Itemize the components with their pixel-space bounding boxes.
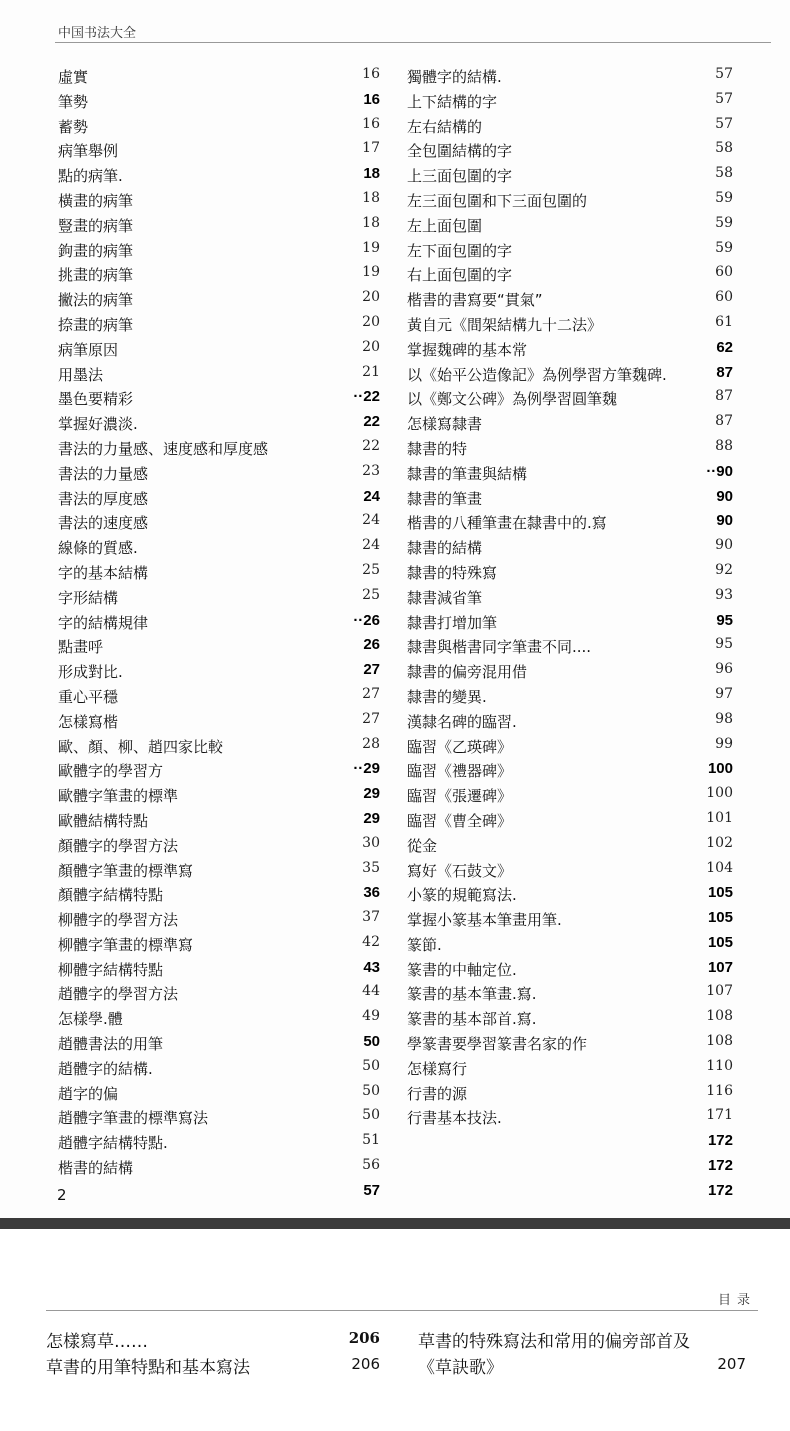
toc-entry xyxy=(407,237,733,262)
toc-entry xyxy=(58,881,380,906)
toc-entry xyxy=(407,1129,733,1154)
toc-entry-title: 用墨法 xyxy=(58,365,104,384)
toc-entry-page: 97 xyxy=(715,685,733,702)
toc-entry-title: 顏體字筆畫的標準寫 xyxy=(58,861,194,880)
toc-entry xyxy=(407,832,733,857)
toc-entry-page: 16 xyxy=(362,115,380,132)
toc-entry xyxy=(58,63,380,88)
toc-right-column xyxy=(418,1325,746,1377)
toc-entry-title: 楷書的書寫要“貫氣” xyxy=(407,291,543,310)
toc-left-column xyxy=(58,63,380,1204)
toc-entry-page: 50 xyxy=(362,1082,380,1099)
toc-entry xyxy=(46,1351,380,1377)
toc-entry-page: 172 xyxy=(707,1132,733,1150)
toc-entry-title: 書法的力量感 xyxy=(58,464,149,483)
page-divider xyxy=(0,1218,790,1229)
toc-entry-title: 黃自元《間架結構九十二法》 xyxy=(407,315,603,334)
toc-entry-page: 108 xyxy=(706,1033,733,1050)
toc-entry xyxy=(418,1325,746,1351)
toc-entry-title: 趙體字的結構. xyxy=(58,1059,153,1078)
toc-entry-page: 36 xyxy=(363,884,380,902)
toc-entry-title: 隸書打增加筆 xyxy=(407,613,498,632)
toc-entry-title: 楷書的八種筆畫在隸書中的.寫 xyxy=(407,514,607,533)
toc-entry xyxy=(58,658,380,683)
toc-entry xyxy=(58,1055,380,1080)
toc-entry xyxy=(58,633,380,658)
toc-entry xyxy=(58,485,380,510)
toc-entry-title: 隸書的特 xyxy=(407,439,468,458)
toc-entry-page: 105 xyxy=(707,909,733,927)
toc-entry-title: 柳體字結構特點 xyxy=(58,960,164,979)
toc-entry-title: 柳體字筆畫的標準寫 xyxy=(58,935,194,954)
toc-entry-page: 29 xyxy=(363,785,380,803)
toc-entry xyxy=(58,1179,380,1204)
toc-entry-title: 墨色要精彩 xyxy=(58,390,134,409)
toc-right-column xyxy=(407,63,733,1204)
toc-entry xyxy=(58,832,380,857)
toc-entry-page: 28 xyxy=(362,735,380,752)
toc-entry-page: 37 xyxy=(362,909,380,926)
toc-entry-page: ··29 xyxy=(353,760,380,778)
toc-entry xyxy=(58,460,380,485)
toc-entry xyxy=(407,683,733,708)
toc-entry xyxy=(58,261,380,286)
toc-entry-title: 虛實 xyxy=(58,68,89,86)
toc-entry xyxy=(407,361,733,386)
toc-entry xyxy=(407,757,733,782)
page-number: 2 xyxy=(57,1186,67,1204)
toc-entry xyxy=(407,113,733,138)
toc-entry xyxy=(407,584,733,609)
toc-entry-page: 22 xyxy=(362,437,380,454)
toc-entry-title: 蓄勢 xyxy=(58,117,89,136)
toc-entry-page: 18 xyxy=(362,189,380,206)
toc-entry-page: 102 xyxy=(706,834,733,851)
toc-entry-title: 上下結構的字 xyxy=(407,92,498,111)
toc-entry-page: ··22 xyxy=(353,388,380,406)
toc-entry-page: 105 xyxy=(707,933,733,951)
toc-entry-page: 27 xyxy=(362,685,380,702)
toc-entry-page: 24 xyxy=(362,537,380,554)
toc-entry xyxy=(407,385,733,410)
toc-entry xyxy=(407,807,733,832)
toc-entry xyxy=(58,733,380,758)
toc-entry-title: 以《鄭文公碑》為例學習圓筆魏 xyxy=(407,390,618,409)
toc-entry-title: 全包圍結構的字 xyxy=(407,142,513,161)
toc-entry xyxy=(407,881,733,906)
toc-entry xyxy=(407,733,733,758)
toc-entry-page: 56 xyxy=(362,1157,380,1174)
toc-entry-title: 歐體字筆畫的標準 xyxy=(58,787,179,806)
header-rule xyxy=(46,1310,758,1311)
toc-entry-title: 點畫呼 xyxy=(58,638,104,657)
toc-entry xyxy=(407,609,733,634)
toc-entry xyxy=(58,137,380,162)
toc-entry xyxy=(58,609,380,634)
toc-entry xyxy=(407,137,733,162)
toc-entry-title: 怎樣學.體 xyxy=(58,1010,123,1029)
toc-entry xyxy=(407,162,733,187)
toc-entry xyxy=(58,559,380,584)
toc-entry xyxy=(58,683,380,708)
toc-entry xyxy=(407,311,733,336)
toc-entry xyxy=(58,361,380,386)
toc-entry-title: 篆書的基本筆畫.寫. xyxy=(407,985,537,1004)
toc-entry-page: 57 xyxy=(715,66,733,82)
toc-entry xyxy=(407,1055,733,1080)
toc-entry-title: 左上面包圍 xyxy=(407,216,483,235)
toc-entry-title: 左三面包圍和下三面包圍的 xyxy=(407,191,588,210)
toc-entry-page: 24 xyxy=(362,512,380,529)
toc-entry xyxy=(407,1154,733,1179)
toc-entry xyxy=(407,88,733,113)
toc-entry xyxy=(58,1030,380,1055)
toc-entry xyxy=(407,460,733,485)
toc-entry xyxy=(58,162,380,187)
toc-entry xyxy=(58,980,380,1005)
toc-entry-page: 19 xyxy=(362,264,380,281)
toc-entry xyxy=(58,336,380,361)
toc-entry-title: 顏體字結構特點 xyxy=(58,886,164,905)
toc-entry xyxy=(407,410,733,435)
toc-entry-page: 96 xyxy=(715,661,733,678)
toc-entry xyxy=(407,261,733,286)
toc-entry-page: 59 xyxy=(715,214,733,231)
toc-entry-title: 書法的力量感、速度感和厚度感 xyxy=(58,439,269,458)
toc-entry xyxy=(58,385,380,410)
toc-entry-title: 怎樣寫隸書 xyxy=(407,415,483,434)
toc-entry-title: 左右結構的 xyxy=(407,117,483,136)
toc-entry-title: 橫畫的病筆 xyxy=(58,191,134,210)
toc-entry-title: 漢隸名碑的臨習. xyxy=(407,712,517,731)
toc-entry-title: 寫好《石鼓文》 xyxy=(407,861,513,880)
running-head: 中国书法大全 xyxy=(58,26,137,41)
toc-entry-title: 趙字的偏 xyxy=(58,1084,119,1103)
toc-entry-page: 206 xyxy=(348,1329,380,1347)
toc-entry-title: 豎畫的病筆 xyxy=(58,216,134,235)
toc-entry xyxy=(407,1030,733,1055)
toc-entry-title: 挑畫的病筆 xyxy=(58,266,134,285)
toc-entry xyxy=(407,931,733,956)
toc-entry-page: 207 xyxy=(717,1355,746,1373)
toc-entry-page: 20 xyxy=(362,338,380,355)
toc-entry-title: 學篆書要學習篆書名家的作 xyxy=(407,1035,588,1054)
toc-entry-title: 隸書的筆畫 xyxy=(407,489,483,508)
toc-entry-title: 篆節. xyxy=(407,935,442,954)
toc-entry xyxy=(418,1351,746,1377)
toc-entry xyxy=(58,956,380,981)
toc-entry-page: ··26 xyxy=(353,611,380,629)
toc-entry-title: 楷書的結構 xyxy=(58,1159,134,1178)
toc-entry xyxy=(407,857,733,882)
toc-entry-page: 57 xyxy=(715,115,733,132)
toc-entry-page: 61 xyxy=(715,313,733,330)
toc-entry-page: 25 xyxy=(362,561,380,578)
toc-entry xyxy=(58,509,380,534)
toc-entry-page: 59 xyxy=(715,189,733,206)
toc-entry-title: 隸書與楷書同字筆畫不同.... xyxy=(407,638,592,657)
toc-entry-page: 17 xyxy=(362,140,380,157)
toc-entry-page: 26 xyxy=(363,636,380,654)
toc-entry-page: 88 xyxy=(715,437,733,454)
toc-entry-title: 筆勢 xyxy=(58,92,89,111)
toc-entry-title: 病筆舉例 xyxy=(58,142,119,161)
toc-entry xyxy=(58,534,380,559)
toc-entry-page: 60 xyxy=(715,289,733,306)
toc-entry-page: 58 xyxy=(715,140,733,157)
toc-entry-title: 《草訣歌》 xyxy=(418,1358,503,1378)
toc-entry-page: 18 xyxy=(362,214,380,231)
toc-entry-page: 172 xyxy=(707,1157,733,1175)
toc-entry-title: 書法的速度感 xyxy=(58,514,149,533)
toc-entry-title: 病筆原因 xyxy=(58,340,119,359)
toc-entry xyxy=(407,212,733,237)
toc-entry-title: 趙體字的學習方法 xyxy=(58,985,179,1004)
lower-book-page xyxy=(0,1229,790,1431)
toc-entry-page: 100 xyxy=(706,785,733,802)
toc-entry-title: 臨習《張遷碑》 xyxy=(407,787,513,806)
toc-entry-page: 93 xyxy=(715,586,733,603)
toc-entry-title: 趙體字結構特點. xyxy=(58,1134,168,1153)
toc-entry xyxy=(407,906,733,931)
toc-entry-page: 171 xyxy=(706,1107,733,1124)
toc-entry xyxy=(407,782,733,807)
toc-entry-page: 105 xyxy=(707,884,733,902)
toc-entry-title: 左下面包圍的字 xyxy=(407,241,513,260)
toc-entry-page: 50 xyxy=(362,1057,380,1074)
toc-entry-page: 27 xyxy=(362,710,380,727)
toc-entry xyxy=(407,956,733,981)
toc-entry-title: 掌握魏碑的基本常 xyxy=(407,340,528,359)
toc-entry-title: 從金 xyxy=(407,836,438,855)
toc-entry-page: 25 xyxy=(362,586,380,603)
toc-entry xyxy=(407,187,733,212)
toc-entry-page: 60 xyxy=(715,264,733,281)
toc-entry-page: 108 xyxy=(706,1008,733,1025)
toc-entry xyxy=(58,237,380,262)
toc-entry-title: 歐體結構特點 xyxy=(58,811,149,830)
toc-entry-title: 隸書的偏旁混用借 xyxy=(407,663,528,682)
toc-entry-title: 隸書的結構 xyxy=(407,539,483,558)
toc-entry-page: 90 xyxy=(716,512,733,530)
toc-entry xyxy=(58,584,380,609)
toc-entry xyxy=(46,1325,380,1351)
toc-entry-page: 100 xyxy=(707,760,733,778)
toc-entry-title: 篆書的中軸定位. xyxy=(407,960,517,979)
toc-entry-title: 獨體字的結構. xyxy=(407,68,502,86)
toc-entry-title: 撇法的病筆 xyxy=(58,291,134,310)
toc-entry-page: 62 xyxy=(716,338,733,356)
toc-entry-title: 隸書的特殊寫 xyxy=(407,563,498,582)
toc-entry-page: 101 xyxy=(706,809,733,826)
toc-entry-page: 104 xyxy=(706,859,733,876)
toc-entry xyxy=(58,410,380,435)
toc-entry-page: 107 xyxy=(707,958,733,976)
toc-entry-page: 43 xyxy=(363,958,380,976)
toc-entry xyxy=(407,534,733,559)
toc-entry-title: 隸書的筆畫與結構 xyxy=(407,464,528,483)
toc-entry-page: 49 xyxy=(362,1008,380,1025)
toc-entry-title: 行書基本技法. xyxy=(407,1109,502,1128)
toc-entry-title: 捺畫的病筆 xyxy=(58,315,134,334)
toc-entry-title: 形成對比. xyxy=(58,663,123,682)
toc-entry-page: 172 xyxy=(707,1181,733,1199)
header-rule xyxy=(55,42,771,43)
toc-entry-title: 右上面包圍的字 xyxy=(407,266,513,285)
toc-entry xyxy=(407,1080,733,1105)
toc-entry xyxy=(58,708,380,733)
toc-entry xyxy=(407,1104,733,1129)
toc-entry xyxy=(407,1179,733,1204)
toc-entry-title: 以《始平公造像記》為例學習方筆魏碑. xyxy=(407,365,667,384)
toc-entry-page: 50 xyxy=(362,1107,380,1124)
toc-entry-page: 29 xyxy=(363,809,380,827)
toc-entry-page: 110 xyxy=(706,1057,733,1074)
toc-entry xyxy=(58,212,380,237)
toc-entry-title: 字的基本結構 xyxy=(58,563,149,582)
toc-entry xyxy=(58,88,380,113)
toc-entry-title: 掌握好濃淡. xyxy=(58,415,138,434)
toc-entry-page: 95 xyxy=(715,636,733,653)
toc-entry-page: 98 xyxy=(715,710,733,727)
toc-entry-title: 臨習《乙瑛碑》 xyxy=(407,737,513,756)
toc-entry-page: 90 xyxy=(716,487,733,505)
toc-entry-title: 草書的特殊寫法和常用的偏旁部首及 xyxy=(418,1332,690,1352)
running-head-contents: 目录 xyxy=(717,1293,756,1308)
toc-entry xyxy=(407,485,733,510)
toc-entry xyxy=(58,857,380,882)
toc-entry-page: 20 xyxy=(362,313,380,330)
toc-entry-page: 95 xyxy=(716,611,733,629)
toc-entry xyxy=(407,509,733,534)
toc-entry-title: 點的病筆. xyxy=(58,167,123,186)
toc-entry-page: 57 xyxy=(715,90,733,107)
toc-entry-page: 44 xyxy=(362,983,380,1000)
toc-entry xyxy=(58,782,380,807)
toc-entry xyxy=(407,1005,733,1030)
toc-entry-page: 116 xyxy=(706,1082,733,1099)
toc-entry-title: 臨習《曹全碑》 xyxy=(407,811,513,830)
toc-entry-page: 18 xyxy=(363,165,380,183)
toc-entry-page: 87 xyxy=(716,363,733,381)
toc-entry-title: 趙體字筆畫的標準寫法 xyxy=(58,1109,209,1128)
toc-entry xyxy=(58,1080,380,1105)
toc-entry-page: 35 xyxy=(362,859,380,876)
toc-entry-title: 隸書減省筆 xyxy=(407,588,483,607)
toc-entry-title: 顏體字的學習方法 xyxy=(58,836,179,855)
toc-entry-title: 歐、顏、柳、趙四家比較 xyxy=(58,737,224,756)
toc-entry-title: 掌握小篆基本筆畫用筆. xyxy=(407,911,562,930)
toc-entry xyxy=(58,187,380,212)
toc-entry-title: 字的結構規律 xyxy=(58,613,149,632)
toc-entry xyxy=(407,980,733,1005)
toc-entry-page: 27 xyxy=(363,661,380,679)
toc-entry-page: 22 xyxy=(363,413,380,431)
toc-entry xyxy=(407,336,733,361)
toc-entry-page: 59 xyxy=(715,239,733,256)
toc-entry-title: 柳體字的學習方法 xyxy=(58,911,179,930)
toc-entry-title: 字形結構 xyxy=(58,588,119,607)
toc-entry-page: 58 xyxy=(715,165,733,182)
toc-entry-title: 怎樣寫行 xyxy=(407,1059,468,1078)
toc-entry-title: 線條的質感. xyxy=(58,539,138,558)
toc-entry xyxy=(407,559,733,584)
toc-entry-page: 42 xyxy=(362,933,380,950)
toc-entry xyxy=(407,63,733,88)
toc-entry-page: 24 xyxy=(363,487,380,505)
toc-entry-page: 21 xyxy=(362,363,380,380)
toc-entry-title: 怎樣寫楷 xyxy=(58,712,119,731)
toc-entry xyxy=(407,435,733,460)
toc-entry-page: 20 xyxy=(362,289,380,306)
toc-entry-page: 57 xyxy=(363,1181,380,1199)
toc-entry-page: 50 xyxy=(363,1033,380,1051)
toc-entry xyxy=(58,931,380,956)
toc-entry-title: 鉤畫的病筆 xyxy=(58,241,134,260)
toc-entry-title: 隸書的變異. xyxy=(407,687,487,706)
toc-entry xyxy=(58,113,380,138)
toc-entry-title: 草書的用筆特點和基本寫法 xyxy=(46,1358,250,1378)
toc-entry-page: 16 xyxy=(362,66,380,82)
toc-entry-title: 行書的源 xyxy=(407,1084,468,1103)
toc-entry-title: 臨習《禮器碑》 xyxy=(407,762,513,781)
toc-entry-page: ··90 xyxy=(706,462,733,480)
toc-entry-page: 87 xyxy=(715,413,733,430)
toc-entry xyxy=(58,435,380,460)
toc-entry-page: 16 xyxy=(363,90,380,108)
toc-entry xyxy=(58,1154,380,1179)
toc-entry-page: 107 xyxy=(706,983,733,1000)
toc-entry xyxy=(58,1129,380,1154)
toc-entry xyxy=(58,1104,380,1129)
toc-entry-page: 30 xyxy=(362,834,380,851)
toc-entry xyxy=(58,286,380,311)
toc-entry-title: 怎樣寫草…… xyxy=(46,1332,148,1352)
toc-entry-page: 51 xyxy=(362,1132,380,1149)
toc-entry xyxy=(58,906,380,931)
toc-entry-title: 小篆的規範寫法. xyxy=(407,886,517,905)
toc-entry xyxy=(58,1005,380,1030)
toc-entry-title: 重心平穩 xyxy=(58,687,119,706)
toc-entry xyxy=(58,311,380,336)
toc-entry-title: 趙體書法的用筆 xyxy=(58,1035,164,1054)
toc-left-column xyxy=(46,1325,380,1377)
toc-entry xyxy=(407,286,733,311)
toc-entry xyxy=(407,658,733,683)
toc-entry-title: 篆書的基本部首.寫. xyxy=(407,1010,537,1029)
toc-entry-page: 90 xyxy=(715,537,733,554)
toc-entry xyxy=(407,708,733,733)
toc-entry-page: 19 xyxy=(362,239,380,256)
toc-entry-page: 87 xyxy=(715,388,733,405)
toc-entry-page: 99 xyxy=(715,735,733,752)
toc-entry-page: 92 xyxy=(715,561,733,578)
toc-entry-title: 歐體字的學習方 xyxy=(58,762,164,781)
toc-entry-page: 23 xyxy=(362,462,380,479)
toc-entry-title: 書法的厚度感 xyxy=(58,489,149,508)
toc-entry xyxy=(58,757,380,782)
toc-entry xyxy=(407,633,733,658)
toc-entry-page: 206 xyxy=(351,1355,380,1373)
toc-entry-title: 上三面包圍的字 xyxy=(407,167,513,186)
toc-entry xyxy=(58,807,380,832)
